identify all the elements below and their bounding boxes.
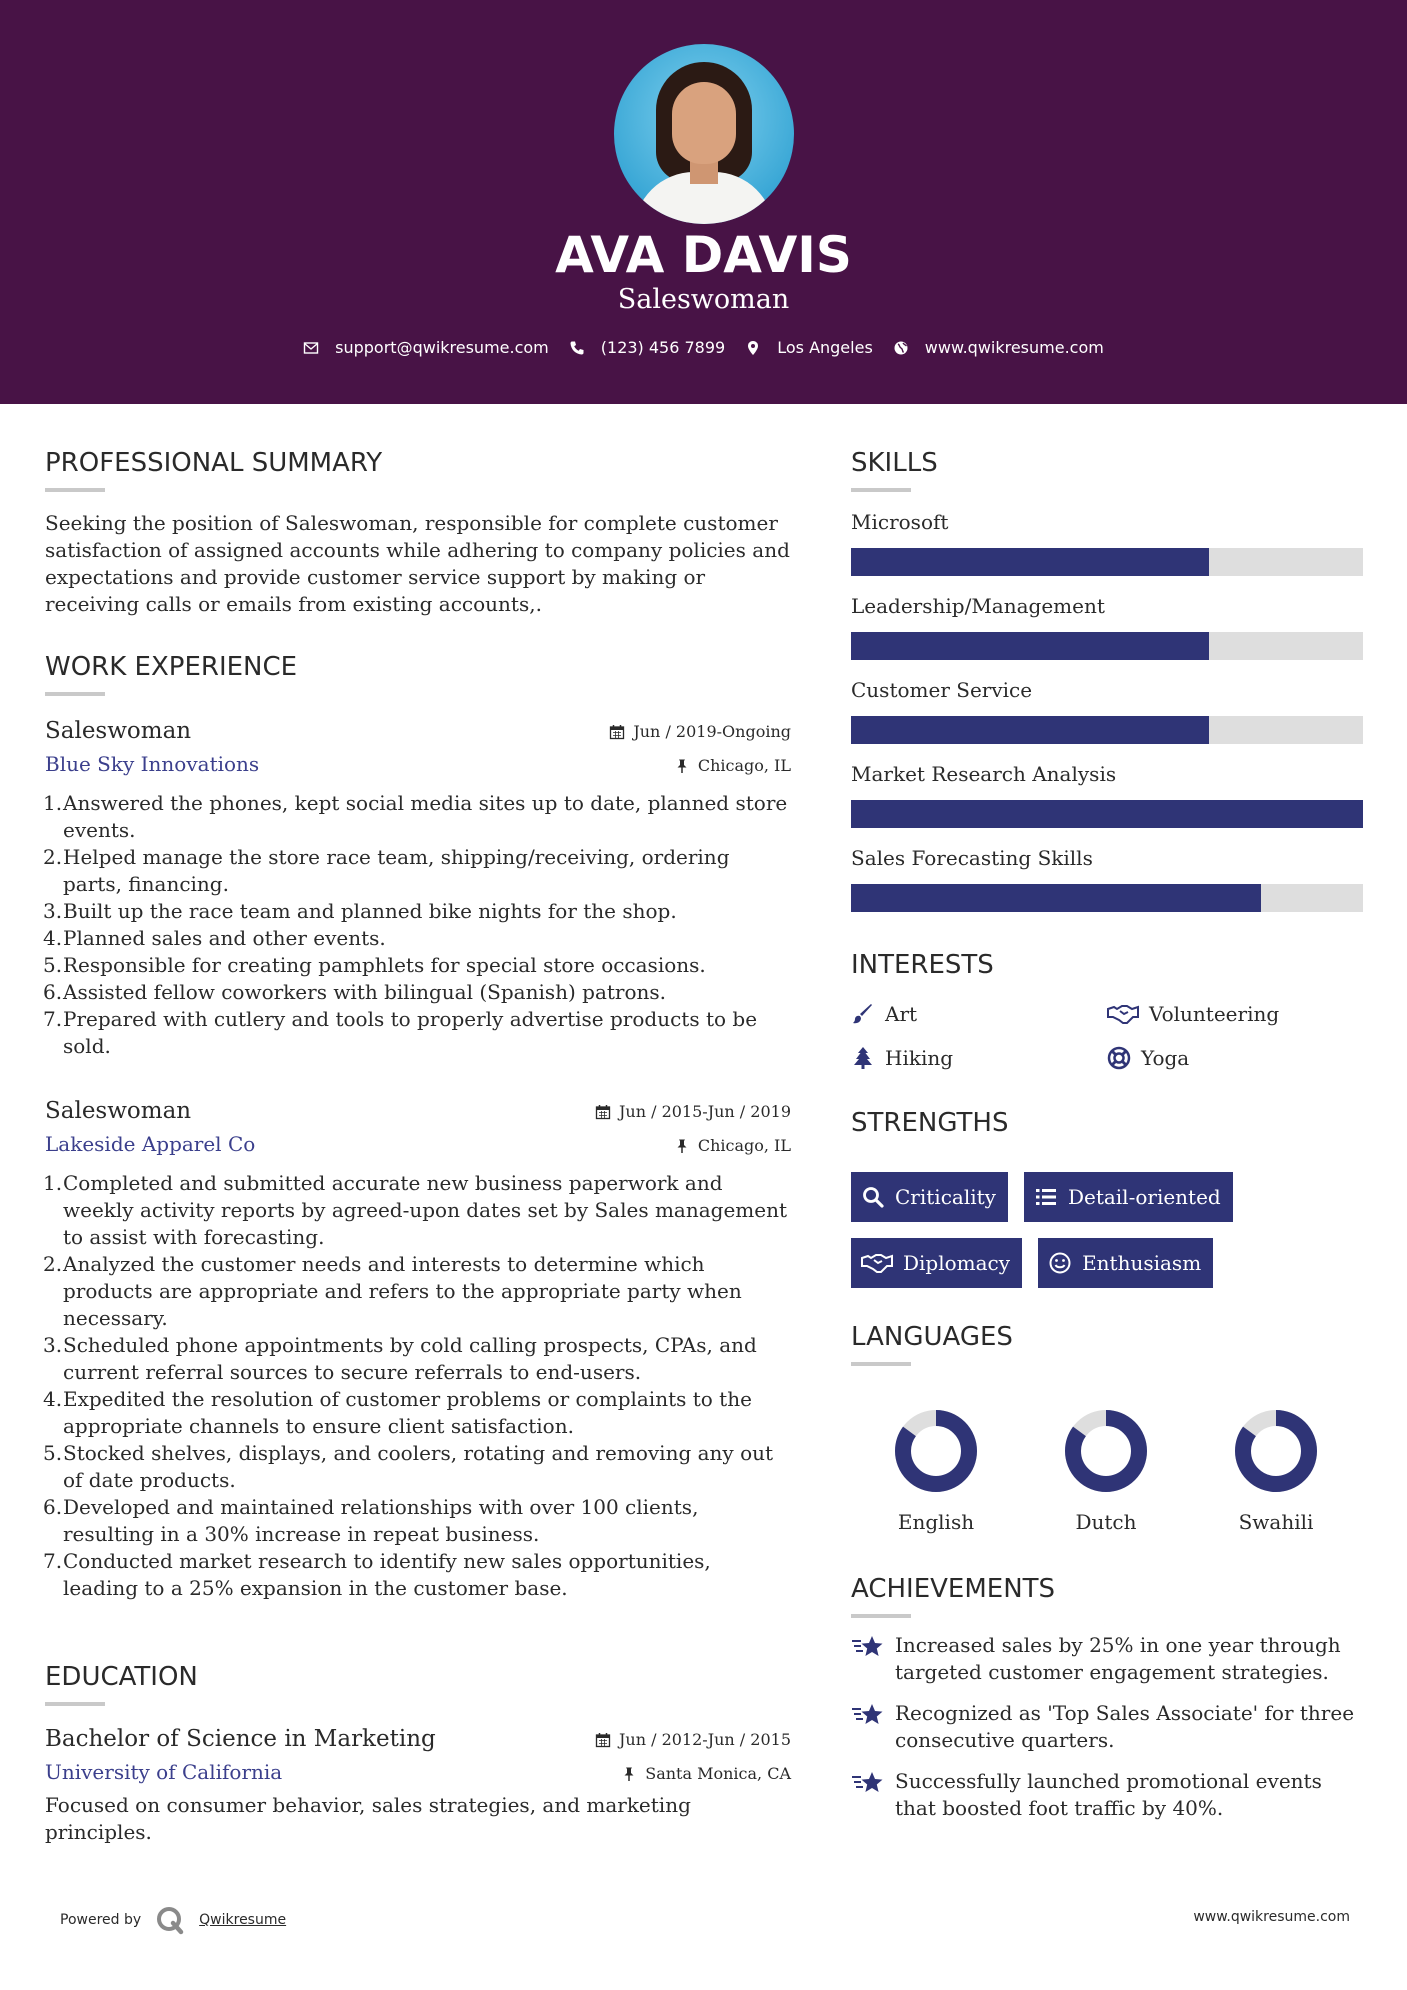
envelope-icon [303, 340, 319, 356]
strength-chip: Enthusiasm [1038, 1238, 1213, 1288]
interest-item: Hiking [851, 1046, 1107, 1070]
list-item: 1. Answered the phones, kept social media sites up to date, planned store events. [43, 791, 788, 842]
contact-email[interactable] [303, 338, 549, 357]
education-school: University of California [45, 1760, 283, 1784]
skill-name: Sales Forecasting Skills [851, 846, 1093, 870]
pushpin-icon [674, 758, 690, 774]
profile-photo [614, 44, 794, 224]
contact-email-text: support@qwikresume.com [335, 338, 549, 357]
section-title-experience: WORK EXPERIENCE [45, 652, 298, 682]
section-title-education: EDUCATION [45, 1662, 198, 1692]
resume-header [0, 0, 1407, 404]
pushpin-icon [674, 1138, 690, 1154]
achievement-item: Successfully launched promotional events that boosted foot traffic by 40%. [851, 1768, 1363, 1822]
page-footer [60, 1897, 1350, 1937]
education-entry [45, 1726, 791, 1846]
list-item: 4. Expedited the resolution of customer problems or complaints to the appropriate channels to ensure client satisfaction. [43, 1387, 752, 1438]
education-description: Focused on consumer behavior, sales strategies, and marketing principles. [45, 1793, 691, 1844]
qwikresume-logo-icon [155, 1905, 185, 1935]
list-item: 5. Stocked shelves, displays, and coolers, rotating and removing any out of date products. [43, 1441, 774, 1492]
strength-chip: Diplomacy [851, 1238, 1022, 1288]
footer-website[interactable]: www.qwikresume.com [1193, 1909, 1350, 1925]
contact-website[interactable] [893, 338, 1104, 357]
section-title-interests: INTERESTS [851, 950, 994, 980]
skill-bar-track [851, 548, 1363, 576]
language-item [1191, 1406, 1361, 1534]
list-item: 2. Helped manage the store race team, shipping/receiving, ordering parts, financing. [43, 845, 730, 896]
section-divider [45, 692, 105, 696]
list-item: 7. Conducted market research to identify new sales opportunities, leading to a 25% expansion in the customer base. [43, 1549, 711, 1600]
achievements-section [851, 1574, 1363, 1822]
job-location [674, 756, 791, 775]
skill-bar-fill [851, 800, 1363, 828]
strengths-list [851, 1172, 1271, 1288]
achievements-list [851, 1632, 1363, 1822]
section-title-achievements: ACHIEVEMENTS [851, 1574, 1056, 1604]
right-column [851, 448, 1363, 1836]
skill-bar-track [851, 632, 1363, 660]
skill-item [851, 594, 1363, 660]
skill-name: Leadership/Management [851, 594, 1105, 618]
section-title-strengths: STRENGTHS [851, 1108, 1009, 1138]
job-date [609, 722, 791, 741]
skill-bar-track [851, 884, 1363, 912]
candidate-role: Saleswoman [617, 284, 790, 315]
skill-item [851, 846, 1363, 912]
skills-list [851, 510, 1363, 912]
strength-chip: Criticality [851, 1172, 1008, 1222]
job-location [674, 1136, 791, 1155]
globe-icon [893, 340, 909, 356]
skill-name: Customer Service [851, 678, 1033, 702]
list-item: 3. Built up the race team and planned bike nights for the shop. [43, 899, 677, 923]
job-location-text: Chicago, IL [697, 1136, 791, 1155]
skill-item [851, 510, 1363, 576]
calendar-icon [595, 1732, 611, 1748]
handshake-icon [1107, 1002, 1139, 1026]
job-duties [45, 790, 791, 1060]
summary-text: Seeking the position of Saleswoman, responsible for complete customer satisfaction of assigned accounts while adhering to company policies and expectations and provide customer service support by making or receiving calls or emails from existing accounts,. [45, 511, 790, 616]
language-name: Dutch [1075, 1510, 1137, 1534]
list-icon [1034, 1185, 1058, 1209]
list-item: 1. Completed and submitted accurate new business paperwork and weekly activity reports by agreed-upon dates set by Sales management to assist with forecasting. [43, 1171, 788, 1249]
job-duties [45, 1170, 791, 1602]
interest-item: Art [851, 1002, 1107, 1026]
section-title-skills: SKILLS [851, 448, 938, 478]
skill-bar-fill [851, 548, 1209, 576]
language-name: Swahili [1238, 1510, 1314, 1534]
list-item: 7. Prepared with cutlery and tools to properly advertise products to be sold. [43, 1007, 758, 1058]
language-donut [1061, 1406, 1151, 1496]
education-location-text: Santa Monica, CA [645, 1764, 791, 1783]
handshake-icon [861, 1251, 893, 1275]
language-donut [1231, 1406, 1321, 1496]
qwikresume-link[interactable]: Qwikresume [199, 1912, 287, 1928]
job-entry-1 [45, 718, 791, 1060]
skill-item [851, 678, 1363, 744]
calendar-icon [609, 724, 625, 740]
list-item: 2. Analyzed the customer needs and interests to determine which products are appropriate and refers to the appropriate party when necessary. [43, 1252, 742, 1330]
skill-bar-track [851, 716, 1363, 744]
paintbrush-icon [851, 1002, 875, 1026]
contact-bar [0, 338, 1407, 357]
candidate-name: AVA DAVIS [555, 226, 852, 284]
summary-section [45, 448, 791, 618]
skills-section [851, 448, 1363, 912]
shooting-star-icon [851, 1632, 885, 1662]
shooting-star-icon [851, 1768, 885, 1798]
job-title: Saleswoman [45, 1098, 192, 1124]
languages-section [851, 1322, 1363, 1534]
language-item [851, 1406, 1021, 1534]
shooting-star-icon [851, 1700, 885, 1730]
achievement-item: Increased sales by 25% in one year through targeted customer engagement strategies. [851, 1632, 1363, 1686]
language-name: English [897, 1510, 975, 1534]
job-date-text: Jun / 2019-Ongoing [633, 722, 791, 741]
job-date-text: Jun / 2015-Jun / 2019 [618, 1102, 791, 1121]
calendar-icon [595, 1104, 611, 1120]
language-donut [891, 1406, 981, 1496]
lifering-icon [1107, 1046, 1131, 1070]
language-item [1021, 1406, 1191, 1534]
interest-item: Yoga [1107, 1046, 1363, 1070]
list-item: 6. Developed and maintained relationships with over 100 clients, resulting in a 30% increase in repeat business. [43, 1495, 699, 1546]
job-company: Lakeside Apparel Co [45, 1132, 256, 1156]
job-title: Saleswoman [45, 718, 192, 744]
section-title-languages: LANGUAGES [851, 1322, 1013, 1352]
skill-bar-track [851, 800, 1363, 828]
list-item: 5. Responsible for creating pamphlets for special store occasions. [43, 953, 706, 977]
skill-name: Microsoft [851, 510, 949, 534]
job-entry-2 [45, 1098, 791, 1602]
interest-item: Volunteering [1107, 1002, 1363, 1026]
education-date-text: Jun / 2012-Jun / 2015 [618, 1730, 791, 1749]
contact-phone[interactable] [569, 338, 725, 357]
contact-phone-text: (123) 456 7899 [600, 338, 726, 357]
contact-location [745, 338, 873, 357]
strengths-section [851, 1108, 1363, 1288]
skill-bar-fill [851, 632, 1209, 660]
smile-icon [1048, 1251, 1072, 1275]
tree-icon [851, 1046, 875, 1070]
skill-bar-fill [851, 716, 1209, 744]
education-location [621, 1764, 791, 1783]
achievement-item: Recognized as 'Top Sales Associate' for three consecutive quarters. [851, 1700, 1363, 1754]
job-location-text: Chicago, IL [697, 756, 791, 775]
education-section [45, 1662, 791, 1846]
section-divider [851, 488, 911, 492]
skill-item [851, 762, 1363, 828]
powered-by [60, 1905, 286, 1935]
section-divider [851, 1614, 911, 1618]
strength-chip: Detail-oriented [1024, 1172, 1233, 1222]
search-icon [861, 1185, 885, 1209]
list-item: 3. Scheduled phone appointments by cold calling prospects, CPAs, and current referral sources to secure referrals to end-users. [43, 1333, 757, 1384]
education-degree: Bachelor of Science in Marketing [45, 1726, 436, 1752]
skill-name: Market Research Analysis [851, 762, 1117, 786]
contact-location-text: Los Angeles [777, 338, 873, 357]
pushpin-icon [621, 1766, 637, 1782]
list-item: 4. Planned sales and other events. [43, 926, 386, 950]
languages-list [851, 1406, 1363, 1534]
section-title-summary: PROFESSIONAL SUMMARY [45, 448, 383, 478]
section-divider [45, 488, 105, 492]
interests-list [851, 1002, 1363, 1070]
powered-by-label: Powered by [60, 1912, 142, 1928]
contact-website-text: www.qwikresume.com [924, 338, 1104, 357]
experience-section [45, 652, 791, 1602]
education-date [595, 1730, 791, 1749]
phone-icon [569, 340, 585, 356]
job-company: Blue Sky Innovations [45, 752, 260, 776]
interests-section [851, 950, 1363, 1070]
section-divider [45, 1702, 105, 1706]
map-pin-icon [745, 340, 761, 356]
skill-bar-fill [851, 884, 1261, 912]
job-date [595, 1102, 791, 1121]
left-column [45, 448, 791, 1846]
section-divider [851, 1362, 911, 1366]
list-item: 6. Assisted fellow coworkers with bilingual (Spanish) patrons. [43, 980, 667, 1004]
